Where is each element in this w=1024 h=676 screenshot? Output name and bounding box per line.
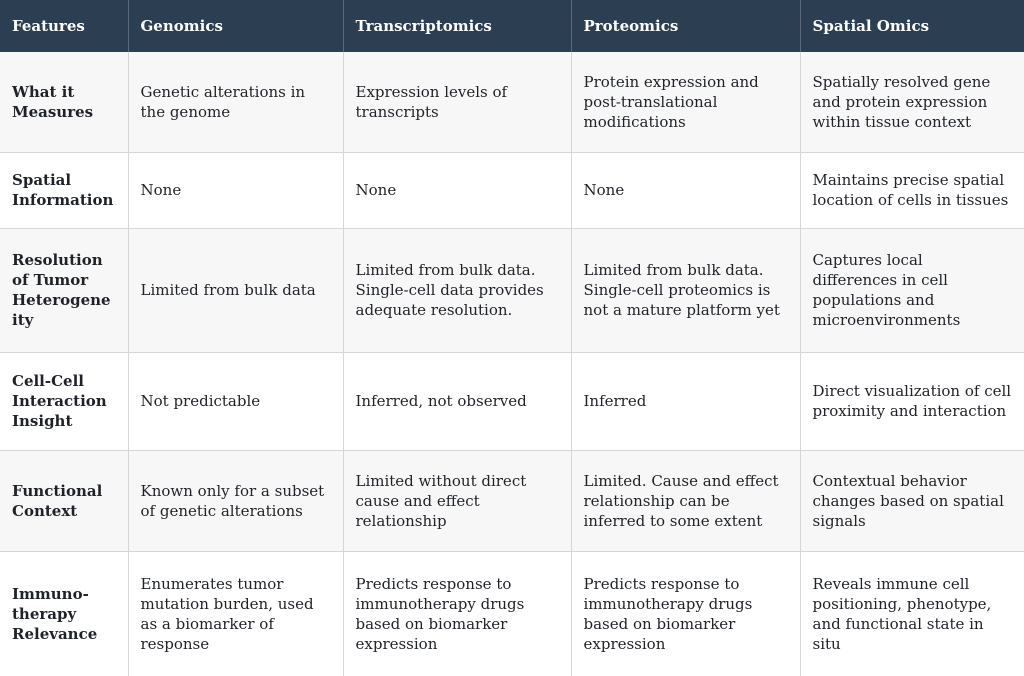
table-row [0,551,1024,676]
cell-proteomics: Limited. Cause and effect relationship can be inferred to some extent [571,450,800,551]
row-feature-label: Cell-Cell Interaction Insight [0,352,128,450]
cell-transcriptomics: None [343,152,571,228]
cell-genomics: None [128,152,343,228]
table-row [0,450,1024,551]
cell-spatial-omics: Captures local differences in cell populations and microenvironments [800,228,1024,352]
cell-transcriptomics: Limited from bulk data. Single-cell data provides adequate resolution. [343,228,571,352]
row-feature-label: Functional Context [0,450,128,551]
cell-proteomics: Protein expression and post-translational modifications [571,52,800,152]
table-header [0,0,1024,52]
table-body [0,52,1024,676]
cell-spatial-omics: Reveals immune cell positioning, phenotype, and functional state in situ [800,551,1024,676]
row-feature-label: Immuno-therapy Relevance [0,551,128,676]
table-row [0,152,1024,228]
cell-proteomics: Limited from bulk data. Single-cell proteomics is not a mature platform yet [571,228,800,352]
cell-genomics: Genetic alterations in the genome [128,52,343,152]
header-proteomics: Proteomics [571,0,800,52]
cell-spatial-omics: Contextual behavior changes based on spatial signals [800,450,1024,551]
cell-proteomics: Predicts response to immunotherapy drugs based on biomarker expression [571,551,800,676]
cell-transcriptomics: Limited without direct cause and effect relationship [343,450,571,551]
header-spatial-omics: Spatial Omics [800,0,1024,52]
cell-transcriptomics: Predicts response to immunotherapy drugs based on biomarker expression [343,551,571,676]
row-feature-label: What it Measures [0,52,128,152]
header-features: Features [0,0,128,52]
cell-genomics: Not predictable [128,352,343,450]
header-transcriptomics: Transcriptomics [343,0,571,52]
cell-transcriptomics: Inferred, not observed [343,352,571,450]
row-feature-label: Spatial Information [0,152,128,228]
header-genomics: Genomics [128,0,343,52]
header-row [0,0,1024,52]
cell-spatial-omics: Spatially resolved gene and protein expression within tissue context [800,52,1024,152]
table-row [0,52,1024,152]
table-row [0,352,1024,450]
cell-spatial-omics: Maintains precise spatial location of cells in tissues [800,152,1024,228]
cell-spatial-omics: Direct visualization of cell proximity and interaction [800,352,1024,450]
cell-transcriptomics: Expression levels of transcripts [343,52,571,152]
cell-proteomics: None [571,152,800,228]
row-feature-label: Resolution of Tumor Heterogeneity [0,228,128,352]
cell-genomics: Known only for a subset of genetic alterations [128,450,343,551]
cell-proteomics: Inferred [571,352,800,450]
table-row [0,228,1024,352]
cell-genomics: Limited from bulk data [128,228,343,352]
cell-genomics: Enumerates tumor mutation burden, used as a biomarker of response [128,551,343,676]
